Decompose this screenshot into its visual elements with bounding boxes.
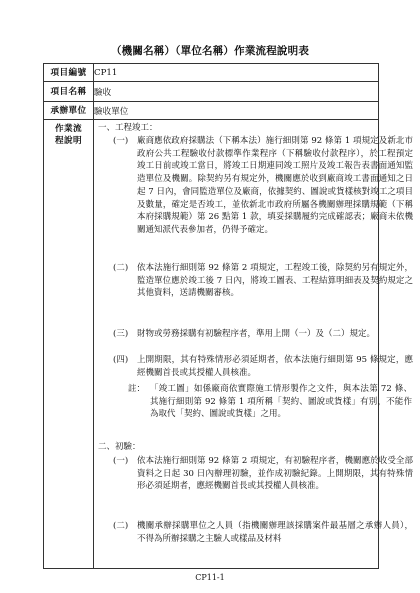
row-responsible-unit <box>44 102 379 120</box>
list-item-number: (三) <box>113 329 129 339</box>
process-description-cell <box>94 120 413 569</box>
list-item-number: (一) <box>113 136 129 146</box>
note-text: 「竣工圖」如係廠商依實際施工情形製作之文件，與本法第 72 條、其施行細則第 92 條第 1 項所稱「契約、圖說或貨樣」有別，不能作為取代「契約、圖說或貨樣」之用。 <box>150 384 412 420</box>
label-item-number: 項目編號 <box>44 64 94 82</box>
page-footer: CP11-1 <box>195 573 225 582</box>
list-item-number: (四) <box>113 355 129 365</box>
list-item <box>113 520 413 565</box>
label-responsible-unit: 承辦單位 <box>44 102 94 120</box>
list-item-number: (二) <box>113 263 129 273</box>
label-process-description <box>44 120 94 569</box>
list-item-number: (一) <box>113 456 129 466</box>
row-item-name <box>44 82 379 102</box>
list-item-text: 機關承辦採購單位之人員（指機關辦理該採購案件最基層之承辦人員），不得為所辦採購之主驗人或樣品及材料 <box>137 521 413 544</box>
note <box>128 383 418 435</box>
row-process-description <box>44 120 379 569</box>
list-item-text: 依本法施行細則第 92 條第 2 項規定，有初驗程序者，機關應於收受全部資料之日起 30 日內辦理初驗，並作成初驗紀錄。上開期限，其有特殊情形必須延期者，應經機關首長或其授權人員核准。 <box>137 456 413 492</box>
list-item-text: 上開期限，其有特殊情形必須延期者，依本法施行細則第 95 條規定，應經機關首長或其授權人員核准。 <box>137 355 413 378</box>
section-heading: 一、工程竣工： <box>98 123 158 133</box>
list-item-text: 廠商應依政府採購法（下稱本法）施行細則第 92 條第 1 項規定及新北市政府公共工程驗收付款標準作業程序（下稱驗收付款程序），於工程預定竣工日前或竣工當日，將竣工日期連同竣工照片及竣工報告表書面通知監造單位及機關。除契約另有規定外，機關應於收到廠商竣工書面通知之日起 7 日內，會同監造單位及廠商，依據契約、圖說或貨樣核對竣工之項目及數量，確定是否竣工，並依新北市政府所屬各機關辦理採購規範（下稱本府採購規範）第 26 點第 1 款，填妥採購履約完成確認表；廠商未依機關通知派代表參加者，仍得予確定。 <box>137 136 413 235</box>
list-item <box>113 455 413 519</box>
list-item <box>113 262 413 326</box>
process-description-content <box>94 120 413 565</box>
list-item-text: 財物或勞務採購有初驗程序者，準用上開（一）及（二）規定。 <box>137 329 376 339</box>
value-responsible-unit: 驗收單位 <box>94 102 379 120</box>
process-description-table <box>43 63 413 569</box>
row-item-number <box>44 64 379 82</box>
process-description-label-text: 作業流程說明 <box>55 124 82 146</box>
value-item-name: 驗收 <box>94 82 379 102</box>
note-marker: 註： <box>128 384 146 394</box>
list-item <box>113 328 413 354</box>
section-heading: 二、初驗： <box>98 442 141 452</box>
list-item <box>113 354 413 380</box>
list-item <box>113 135 413 260</box>
value-item-number: CP11 <box>94 64 379 82</box>
list-item-text: 依本法施行細則第 92 條第 2 項規定，工程竣工後，除契約另有規定外，監造單位應於竣工後 7 日內，將竣工圖表、工程結算明細表及契約規定之其他資料，送請機關審核。 <box>137 263 413 299</box>
label-item-name: 項目名稱 <box>44 82 94 102</box>
list-item-number: (二) <box>113 521 129 531</box>
page-title: （機關名稱）（單位名稱）作業流程說明表 <box>110 45 310 57</box>
